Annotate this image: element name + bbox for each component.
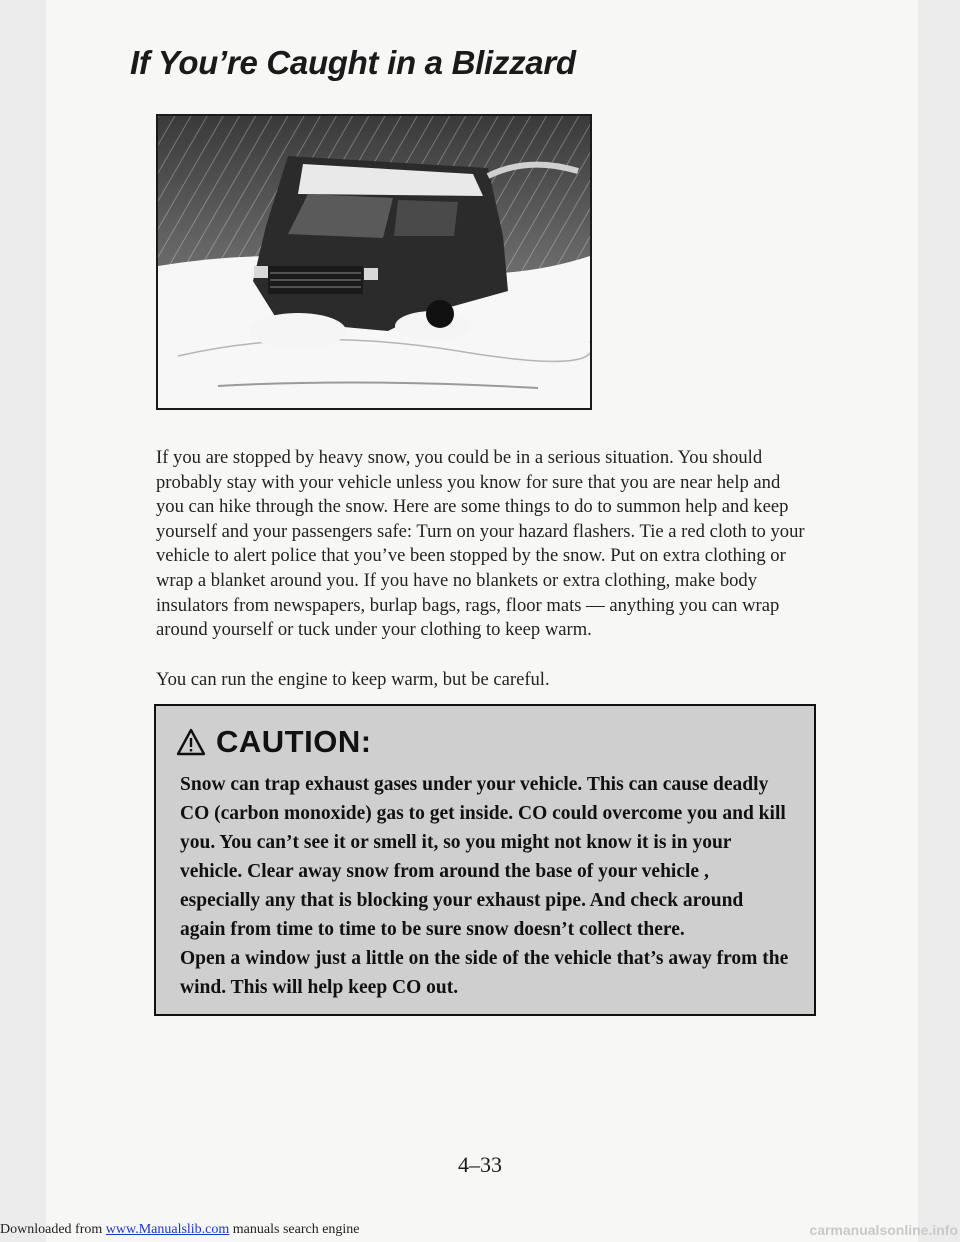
download-suffix: manuals search engine — [232, 1222, 360, 1237]
site-watermark: carmanualsonline.info — [809, 1222, 958, 1238]
caution-title: CAUTION: — [216, 724, 372, 759]
download-credit — [0, 1222, 360, 1238]
engine-paragraph: You can run the engine to keep warm, but be careful. — [156, 669, 550, 690]
manualslib-link[interactable]: www.Manualslib.com — [105, 1222, 230, 1237]
page-number: 4–33 — [458, 1152, 502, 1177]
caution-paragraph: Open a window just a little on the side of the vehicle that’s away from the wind. This will help keep CO out. — [180, 948, 789, 998]
intro-paragraph: If you are stopped by heavy snow, you could be in a serious situation. You should probably stay with your vehicle unless you know for sure that you are near help and you can hike through the snow. Here are some things to do to summon help and keep yourself and your passengers safe: Turn on your hazard flashers. Tie a red cloth to your vehicle to alert police that you’ve been stopped by the snow. Put on extra clothing or wrap a blanket around you. If you have no blankets or extra clothing, make body insulators from newspapers, burlap bags, rags, floor mats — anything you can wrap around yourself or tuck under your clothing to keep warm. — [156, 447, 805, 641]
blizzard-van-illustration — [156, 114, 592, 410]
caution-box — [154, 704, 816, 1016]
page-title: If You’re Caught in a Blizzard — [130, 44, 576, 81]
warning-triangle-icon — [176, 728, 206, 756]
caution-paragraph: Snow can trap exhaust gases under your vehicle. This can cause deadly CO (carbon monoxide) gas to get inside. CO could overcome you and kill you. You can’t see it or smell it, so you might not know it is in your vehicle. Clear away snow from around the base of your vehicle , especially any that is blocking your exhaust pipe. And check around again from time to time to be sure snow doesn’t collect there. — [180, 774, 786, 940]
caution-header — [176, 724, 372, 760]
download-prefix: Downloaded from — [0, 1222, 103, 1237]
